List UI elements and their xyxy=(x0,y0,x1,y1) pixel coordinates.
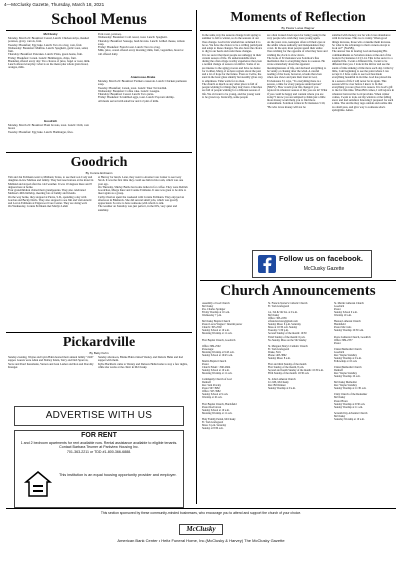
church-banner xyxy=(200,280,396,301)
church-listings-col2: St. Francis Xavier's Catholic Church Fr. Tom Grafsgaard 1st, 3rd & 5th Sat. at 9 a.m. McClusky Office: 363-2236 stfrancisxavier@gmail.com Sunday Mass: 6 p.m. Saturday Mass at 10:30 a.m. Sunday Tuesday: 5:30 p.m. Second Sunday of the month: 10:30 Third Sunday of the month: 6 p.m. No Sunday Mass on the 5th Sunday St. Margaret Mary's Catholic Church Fr. Tom Grafsgaard Drake, N.D. Phone: 465-3862 Sunday Mass: 8 a.m. First and third Sunday of the month First Sunday of the month, 8 a.m. Second and fourth Sunday of the month: 10:30 a.m. Fifth Sunday of the month: 10:30 a.m. St. John Lutheran Church LC-MS, McClusky Rev. Bill Kinner Sunday Worship at 9 a.m. xyxy=(268,302,324,391)
anamoose-drake-menu-text: Monday, March 22: Breakfast: Farmers casserole. Lunch: Chicken parmesan soup. Tuesday: Breakfast: Cereal, toast. Lunch: Tater Tot hotdish. Wednesday: Breakfast: Coffee cake. Lunch: Lasagna. Thursday: Breakfast: Cereal. Lunch: Taco pizza. Friday: Breakfast: Scrambled eggs, toast. Lunch: Popcorn shrimp. All meals served with salad bar and 1/2 pint of milk. xyxy=(98,80,187,103)
sponsor-note: This section sponsored by these community-minded businesses, who encourage you to attend and support the church of your choice. xyxy=(100,511,302,515)
sponsor-list: American Bank Center • Heitz Funeral Home, Inc.(McClusky & Harvey) The McClusky Gazette xyxy=(117,538,285,543)
moments-banner xyxy=(200,10,396,31)
sponsor-logo-text: McClusky xyxy=(179,524,222,535)
goodrich-menu-heading: Goodrich xyxy=(43,119,58,123)
moments-byline: By Pastor Lucas Wagner xyxy=(281,26,315,30)
church-listings-col3: St. Martin Lutheran Church Goodrich Pastor Sunday School 9 a.m. Worship 10 a.m. Heaton Lutheran Church Hurdsfield Pastor Ma Cutts Sunday Worship 10:30 a.m. Peace Lutheran Church, Goodrich Office: 884-2357 Pastor United Methodist Church Goodrich Rev. Wayne Standley Sunday Worship at 9 a.m. Fellowship at 10 a.m. United Methodist Church Denhoff Rev. Wayne Standley Sunday Worship 10 a.m. McClusky Methodist Rev. Wayne Standley Sunday Worship at 11:30 a.m. Unity Church of the Redeemer McClusky Pastor Bruce Sunday Worship at 9:30 a.m. Sunday Worship at 11 a.m. Seventh Day Adventist Church McClusky Saturday Worship at 10 a.m. xyxy=(334,302,371,421)
for-rent-text: 1 and 2 bedroom apartments for rent available now. Rental assistance available to eligible tenants. Contact Barbara Teumer at Parkview Housing Inc. 701-363-2211 or TDD #1-800-366-6888. xyxy=(20,441,178,454)
for-rent-title: FOR RENT xyxy=(81,432,117,439)
advertise-banner[interactable] xyxy=(14,406,184,426)
mcclusky-menu-heading: McClusky xyxy=(43,32,58,36)
school-menus-banner xyxy=(6,10,192,31)
pickardville-text-continued: Sunday afternoon, Blaine Hahn visited Wesley and Deloris Hehn and had supper with them. Kylie Buchholz came to Wesley and Delores Hehn home to stay a few nights, while she works at the clinic in McClusky. xyxy=(98,356,188,369)
equal-housing-icon xyxy=(23,469,53,499)
moments-text-col1: In the same way the seasons change from spring to summer to fall to winter, so do the seasons of our lives change. God in his wisdom has ordained it to be so. We have the choice to be a willing participant and adapt to these changes. We also have the choice to dig in our heels and resist these changes. It is no secret that most people are unhappy in their current season of life. It's understandable since during the often cringe worthy experience that even a normal change of season can inflict. Some of us are intense to the aging process and have no desire for it either. Many of us have regrets about the past and a lot of hope for the future. Even as I write, the sand in the hour glass silently but steadily gives way to emptiness. Time waits for no man. The church as much as any other place is full of people wishing for things they don't have. Churches are full of people wishing for a different season of life. We old want to be young, and the young want to be grown up. Ironically, some people xyxy=(202,34,263,99)
column-divider xyxy=(196,10,197,504)
goodrich-menu-text: Monday, March 22: Breakfast: Hash browns, toast. Lunch: Chili, corn bread. Tuesday: Breakfast: Egg bake. Lunch: Hamburger, fries. xyxy=(8,124,89,134)
church-sponsor-footer xyxy=(6,508,396,549)
mcclusky-menu-text: Monday, March 22: Breakfast: Cereal, Lunch: Chicken strips, mashed potatoes, gravy, carrots, fruit. Tuesday: Breakfast: Egg bake. Lunch: Taco in a bag, corn, fruit. Wednesday: Breakfast: Muffins. Lunch: Spaghetti, garlic toast, salad, fruit. Thursday: Breakfast: Pancakes. Lunch: Pizza, green beans, fruit. Friday: Breakfast: Cereal. Lunch: Hamburgers, chips, fruit. Breakfast offered every day: Two choices of juice, bagel or toast, milk. Lunch offered everyday: what is on the menu plus whole grain bread, oranges, milk. xyxy=(8,37,91,70)
facebook-page-name: McClusky Gazette xyxy=(303,266,345,272)
anamoose-drake-menu-heading: Anamoose-Drake xyxy=(130,75,156,79)
for-rent-ad xyxy=(14,430,184,508)
pickardville-byline: By Betty Kuhn xyxy=(89,351,109,355)
mcclusky-menu-text-continued: Pork roast, potatoes. Wednesday: Breakfast: Cold cereal, toast. Lunch: Spaghetti. Thursday: Breakfast: Sausage, hash browns. Lunch: Grilled cheese, tomato soup. Friday: Breakfast: French toast. Lunch: Taco in a bag. Milk, juice, cereal offered every morning; milk, fruit, vegetables, bread or roll offered daily. xyxy=(98,33,185,56)
goodrich-news-text-continued: at Harvey for lunch. Later, they went to Atonna Care Center to see Gary Stroh. It was the first time they could see him in his room, which was one year ago. On Thursday, Shirley Bartle had some ladies in for coffee. They were Delilah Goodchon, Marge Kurz and Connie Erdmann. It sure was great to be able to meet again as a group. Cathy Overton spent the weekend with Connie Erdmann. They enjoyed an afternoon in Bismarck. She did several small jobs, which was greatly appreciated. So nice to have someone with whom to talk. The weather on Saturday was just perfect, in the 60's, very quiet and sunshiny. xyxy=(98,176,188,212)
moments-title: Moments of Reflection xyxy=(230,10,366,25)
moments-text-col3: satisfied with money; nor he who loves abundance with its increase. This too is vanity. When good things increase, those who consume them increase. So what is the advantage to their owners except to look on?" (NASB). The answer lies in fearing God and keeping His commandments as Solomon states at the end of the book in Ecclesiastes 12:13-14. This is the secret to a satisfied life. I want a different life, I want to be different than you. I look in the mirror and see the sands of time sinking a little more each day. Little by little, I am beginning to see the point where I can accept it. I have come to see God has made everything beautiful in its time. God has placed me in a season of life I will never be in again. This season will be over before I know it. In that everything you are gives it its reason. It is God's gift to me for this time. When Bill comes, I will rejoice in whatever harvest the Lord provides. When winter comes, I want to look out my window at the falling snow and feel satisfied. Knowing I prepared for such a time. The storms may rage outside and realize this too shall pass, and give way to someone else's springtime. Amen. xyxy=(332,34,394,112)
moments-text-col2: are often looked down upon for being young in the very people who wish they were young again. As the years wax, teenagers often roll their eyes at the adults whose authority and independence they covet. In the end, most people spend their entire lives wishing for the opposite of what they have and wishing the clock to slow down. The book of Ecclesiastes was Solomon's fine meditation that to everything there is a season. He wrote extensively about the apparent meaninglessness of life, and declared everything to be vanity or chasing after the wind. A careful reading of the book, however, reveals that even when one views and puts their trust in God, Ecclesiastes 3:1 says, "To everything there is a season, a time for every purpose under heaven" (NKJV). How would your life change if you rejoiced in whatever season of life you are in? What if you could be happy and content where you are today? I know you are tempted to think just a little more money would help you to find more contentment. Solomon writes in Ecclesiastes 5:10, "He who loves money will not be xyxy=(267,34,328,109)
equal-housing-text: This institution is an equal housing opportunity provider and employer. xyxy=(59,473,177,477)
equal-housing-logo xyxy=(23,469,53,499)
facebook-box[interactable] xyxy=(252,250,372,278)
sponsor-logo xyxy=(6,518,396,536)
church-title: Church Announcements xyxy=(220,283,376,299)
church-listings-col1: Assembly of God Church McClusky Pas. Charles Springer Friday Worship at 10 a.m. Wednesday 7 p.m. McClusky Baptist Church Pastor Lucas Wagner • Interim pastor Church: 363-2502 Sunday School at 10 a.m. Morning Worship at 11 a.m. First Baptist Church, Goodrich Office: 884-2592 Parsonage: Morning Worship at 9:45 a.m. Sunday School at 10:45 a.m. Martin Baptist Church Pastor Church Email: ~360-2664 Sunday School at 10 a.m. Morning Worship at 11 a.m. Community Church of God Denhoff Rev. Sam Powley Pastor 567-3982 Office: 567-3982 Sunday School at 9 a.m. Worship at 10 a.m. First Baptist Church, Hurdsfield Pastor Rod Given Sunday School at 10 a.m. Morning Worship at 11 a.m. Holy Family Parish, McClusky Fr. Tom Grafsgaard Mass: 6 p.m. Saturday Sunday at 8:30 a.m. xyxy=(202,302,243,430)
pickardville-section xyxy=(6,332,192,355)
pickardville-text: Sunday evening, Wayne and Lynn Hahn hosted their annual family "chili" supper. Guests were Allen and Shirley Klein, Terry and Deb Sparrow, Steve and Pearl Kessmann, Vernon and Jean Lasher and Ron and Dorothy Kreuger. xyxy=(8,356,94,369)
facebook-icon xyxy=(258,255,276,273)
facebook-follow-text: Follow us on facebook. xyxy=(279,254,363,263)
page-header xyxy=(0,0,400,10)
goodrich-news-section xyxy=(6,152,192,175)
advertise-text: ADVERTISE WITH US xyxy=(45,410,153,421)
pickardville-title: Pickardville xyxy=(62,335,136,350)
goodrich-news-byline: By Connie Erdmann xyxy=(85,171,113,175)
page-header-text: 4—McClusky Gazette, Thursday, March 18, 2021 xyxy=(4,2,105,7)
school-menus-title: School Menus xyxy=(51,11,147,28)
goodrich-news-title: Goodrich xyxy=(70,155,128,170)
goodrich-news-text: Tim and Jan Erdmann went to Midland, Texas, to see their son Cody and daughter-in-law Melissa and family. They had reservations at the motel in Midland and stayed after the cold weather. It was 10 degrees there and 8 degrees here at home. Four grandchildren visited their grandparents. They also celebrated Melissa's 40th birthday, meeting lots of family and friends. On the way home, they stopped at Pierre, S.D., spending a day with Gordon and Becky Davis. They also stopped to see Jim and visit Arnold and Lavon Erdmann at Edgewood Care Center. They are doing well. On Wednesday, Connie Erdmann met Marlys Lahm xyxy=(8,176,94,209)
